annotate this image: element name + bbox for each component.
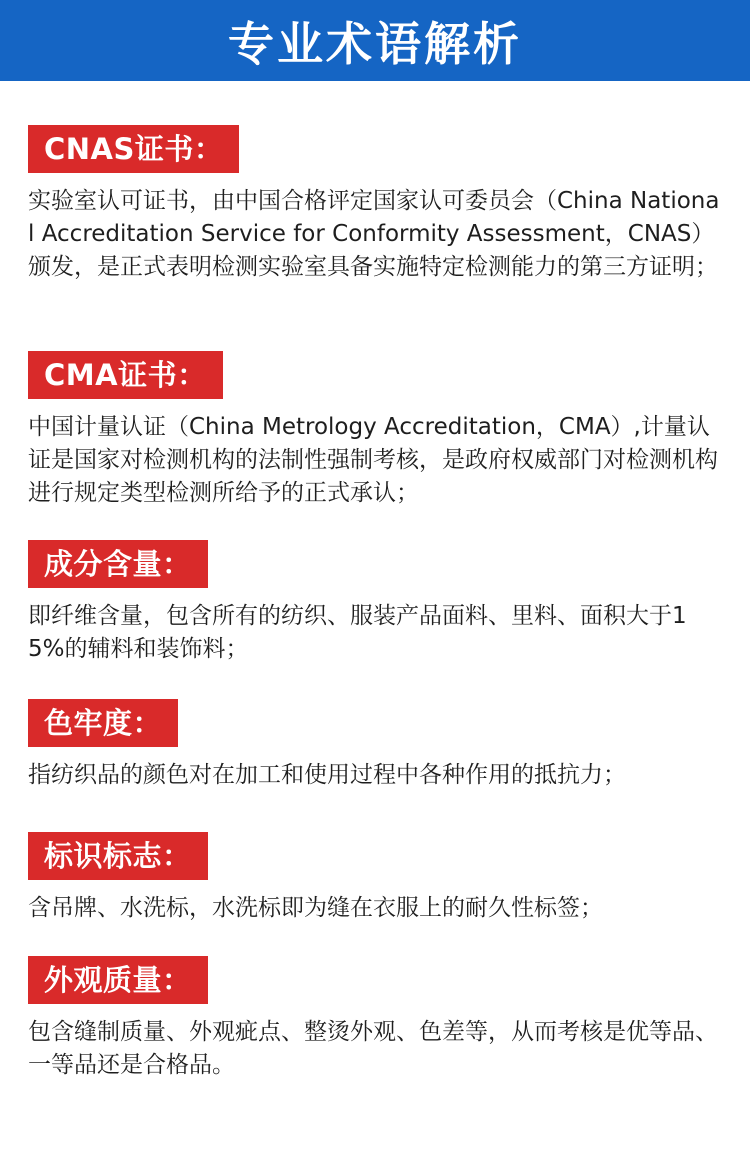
term-description: 含吊牌、水洗标，水洗标即为缝在衣服上的耐久性标签； [28,895,603,921]
term-section-cma [28,351,728,510]
term-label: 标识标志： [28,832,208,880]
term-description: 实验室认可证书，由中国合格评定国家认可委员会（China National Accreditation Service for Conformity Assessment，CNAS）颁发，是正式表明检测实验室具备实施特定检测能力的第三方证明； [28,188,720,280]
term-label: 成分含量： [28,540,208,588]
page-title: 专业术语解析 [228,16,522,71]
term-label: CNAS证书： [28,125,239,173]
term-description: 即纤维含量，包含所有的纺织、服装产品面料、里料、面积大于15%的辅料和装饰料； [28,603,687,662]
term-description: 指纺织品的颜色对在加工和使用过程中各种作用的抵抗力； [28,762,626,788]
term-section-composition [28,540,728,666]
term-section-labeling [28,832,728,925]
term-section-cnas [28,125,728,284]
term-description: 包含缝制质量、外观疵点、整烫外观、色差等，从而考核是优等品、一等品还是合格品。 [28,1019,718,1078]
term-label: CMA证书： [28,351,223,399]
term-section-colorfastness [28,699,728,792]
term-section-appearance [28,956,728,1082]
term-label: 色牢度： [28,699,178,747]
page-header [0,0,750,81]
term-description: 中国计量认证（China Metrology Accreditation，CMA）,计量认证是国家对检测机构的法制性强制考核，是政府权威部门对检测机构进行规定类型检测所给予的正式承认； [28,414,718,506]
term-label: 外观质量： [28,956,208,1004]
